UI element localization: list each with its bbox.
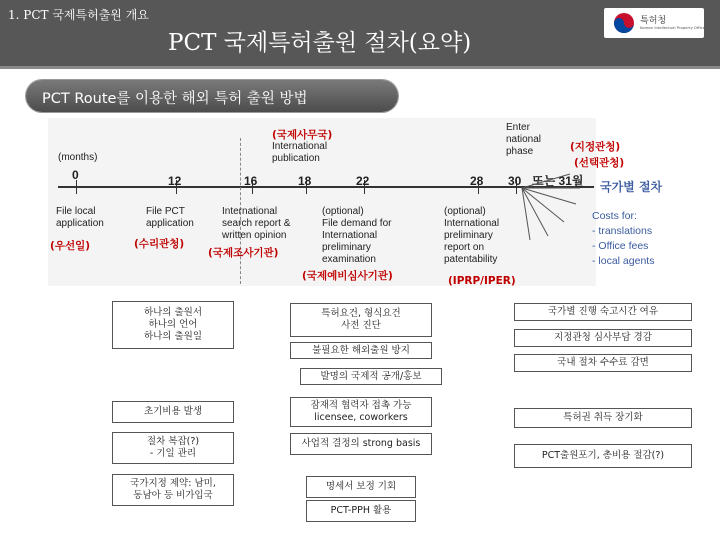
logo-subtext: Korean Intellectual Property Office [640, 25, 706, 30]
one-application-line2: 하나의 언어 [148, 319, 198, 330]
one-application-line3: 하나의 출원일 [143, 331, 203, 342]
tick-label-18: 18 [298, 174, 312, 188]
prevent-filing-box: 불필요한 해외출원 방지 [290, 342, 432, 359]
one-application-line1: 하나의 출원서 [143, 307, 203, 318]
isa-label: (국제조사기관) [208, 247, 279, 259]
file-local-line2: application [56, 218, 104, 229]
iprp-line1: (optional) [444, 206, 486, 217]
enter-nat-line3: phase [506, 146, 534, 157]
elected-office-label: (선택관청) [574, 157, 625, 169]
costs-line4: - local agents [592, 255, 655, 267]
cost-saving-box: PCT출원포기, 총비용 절감(?) [514, 444, 692, 468]
demand-line1: (optional) [322, 206, 364, 217]
file-pct-line2: application [146, 218, 194, 229]
isr-line1: International [222, 206, 278, 217]
taegeuk-icon [612, 11, 636, 35]
tick-label-16: 16 [244, 174, 258, 188]
tick-label-22: 22 [356, 174, 370, 188]
pct-pph-box: PCT-PPH 활용 [306, 500, 416, 522]
amendment-box: 명세서 보정 기회 [306, 476, 416, 498]
iprp-line3: preliminary [444, 230, 493, 241]
isr-line3: written opinion [222, 230, 287, 241]
route-banner-text: PCT Route를 이용한 해외 특허 출원 방법 [42, 91, 308, 107]
long-term-patent-box: 특허권 취득 장기화 [514, 408, 692, 428]
designated-office-label: (지정관청) [570, 141, 621, 153]
logo-text: 특허청 [640, 16, 667, 26]
or-31-months: 또는 31월 [532, 174, 584, 188]
national-procedure-label: 국가별 절차 [600, 180, 663, 194]
file-pct-line1: File PCT [146, 206, 185, 217]
enter-nat-line2: national [506, 134, 542, 145]
tick-label-0: 0 [72, 168, 79, 182]
priority-date-label: (우선일) [50, 240, 91, 252]
intl-publication-box: 발명의 국제적 공개/홍보 [300, 368, 442, 385]
file-local-line1: File local [56, 206, 96, 217]
initial-cost-box: 초기비용 발생 [112, 401, 234, 423]
demand-line4: preliminary [322, 242, 371, 253]
fee-reduction-box: 국내 절차 수수료 감면 [514, 354, 692, 372]
pre-diagnosis-line2: 사전 진단 [341, 320, 381, 331]
designation-limit-box [112, 474, 234, 506]
ipea-label: (국제예비심사기관) [302, 270, 393, 282]
complex-procedure-line2: - 기일 관리 [149, 448, 197, 459]
iprp-abbr-label: (IPRP/IPER) [448, 275, 516, 287]
intl-pub-line2: publication [272, 153, 320, 164]
one-application-box [112, 301, 234, 349]
iprp-line2: International [444, 218, 500, 229]
enter-nat-line1: Enter [506, 122, 530, 133]
designation-limit-line2: 동남아 등 비가입국 [133, 490, 213, 501]
business-decision-box: 사업적 결정의 strong basis [290, 433, 432, 455]
tick-label-30: 30 [508, 174, 522, 188]
tick-label-28: 28 [470, 174, 484, 188]
pre-diagnosis-box [290, 303, 432, 337]
page-title: PCT 국제특허출원 절차(요약) [168, 30, 472, 56]
complex-procedure-line1: 절차 복잡(?) [146, 436, 200, 447]
demand-line2: File demand for [322, 218, 392, 229]
tick-0 [76, 180, 77, 194]
demand-line5: examination [322, 254, 376, 265]
months-label: (months) [58, 152, 98, 163]
costs-line3: - Office fees [592, 240, 649, 252]
iprp-line4: report on [444, 242, 485, 253]
partner-contact-box [290, 397, 432, 427]
partner-contact-line1: 잠재적 협력자 접촉 가능 [310, 400, 412, 411]
costs-line2: - translations [592, 225, 653, 237]
tick-label-12: 12 [168, 174, 182, 188]
intl-bureau-label: (국제사무국) [272, 129, 333, 141]
header-divider [0, 66, 720, 69]
receiving-office-label: (수리관청) [134, 238, 185, 250]
pre-diagnosis-line1: 특허요건, 형식요건 [321, 308, 401, 319]
isr-line2: search report & [222, 218, 291, 229]
examination-burden-box: 지정관청 심사부담 경감 [514, 329, 692, 347]
national-phase-arrows [500, 170, 600, 260]
demand-line3: International [322, 230, 378, 241]
iprp-line5: patentability [444, 254, 498, 265]
complex-procedure-box [112, 432, 234, 464]
designation-limit-line1: 국가지정 제약: 남미, [130, 478, 216, 489]
section-label: 1. PCT 국제특허출원 개요 [8, 8, 149, 22]
intl-pub-line1: International [272, 141, 328, 152]
partner-contact-line2: licensee, coworkers [314, 412, 408, 423]
deliberation-time-box: 국가별 진행 숙고시간 여유 [514, 303, 692, 321]
costs-line1: Costs for: [592, 210, 637, 222]
